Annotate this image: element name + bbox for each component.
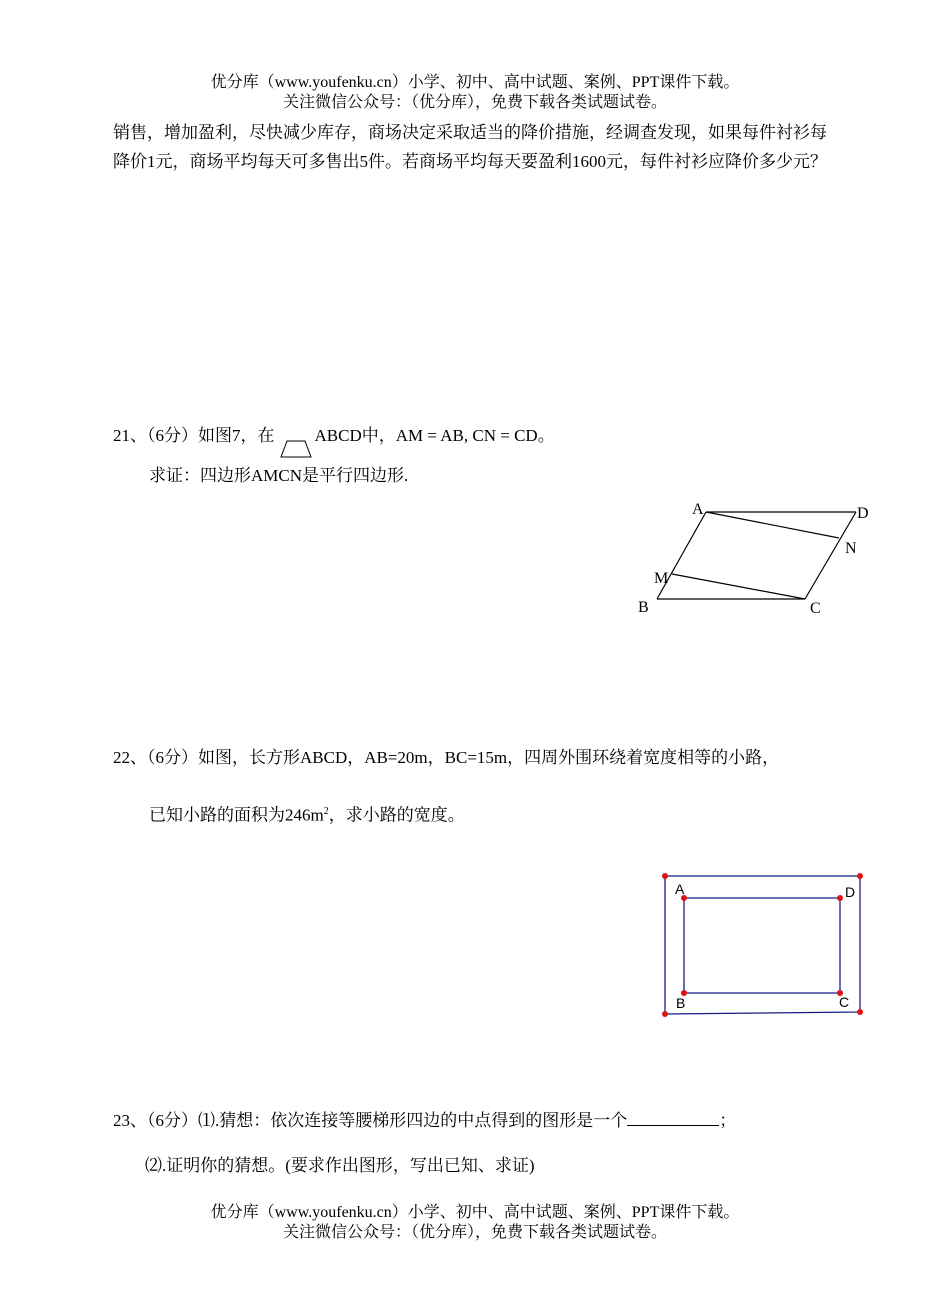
inner-rectangle-ABCD: [684, 898, 840, 993]
label-A: A: [692, 501, 704, 518]
answer-blank[interactable]: [627, 1108, 719, 1126]
q21-post: ABCD中，AM = AB, CN = CD。: [314, 426, 555, 445]
label-C: C: [810, 600, 821, 617]
label-B: B: [638, 599, 649, 616]
label-C: C: [839, 994, 850, 1010]
q22-given-pre: 已知小路的面积为246m: [149, 805, 324, 825]
q22-text: 如图，长方形ABCD，AB=20m，BC=15m，四周外围环绕着宽度相等的小路，: [198, 748, 780, 767]
q22-given-post: ，求小路的宽度。: [328, 805, 465, 825]
q21-pre: 如图7，在: [198, 426, 275, 445]
q21-score: （6分）: [147, 426, 198, 445]
q21-number: 21、: [113, 426, 147, 445]
q23-score: （6分）: [147, 1111, 198, 1130]
q22-number: 22、: [113, 748, 147, 767]
q20-continued-text: 销售，增加盈利，尽快减少库存，商场决定采取适当的降价措施，经调查发现，如果每件衬衫每降价1元，商场平均每天可多售出5件。若商场平均每天要盈利1600元，每件衬衫应降价多少元？: [113, 123, 827, 171]
q23-statement: [113, 1108, 736, 1132]
label-N: N: [845, 540, 857, 557]
q22-rectangle-figure: [655, 868, 870, 1023]
outer-point: [662, 873, 668, 879]
outer-point: [857, 1009, 863, 1015]
q22-statement: [113, 747, 779, 769]
label-A: A: [675, 881, 685, 897]
q22-given: [149, 801, 465, 827]
label-D: D: [845, 884, 856, 900]
outer-point: [857, 873, 863, 879]
segment-MC: [672, 574, 805, 599]
header-line-1: 优分库（www.youfenku.cn）小学、初中、高中试题、案例、PPT课件下载。: [210, 74, 740, 91]
label-B: B: [676, 995, 686, 1011]
point-D: [837, 895, 843, 901]
q23-part1: ⑴.猜想：依次连接等腰梯形四边的中点得到的图形是一个: [198, 1111, 628, 1130]
q22-given-sup: 2: [323, 806, 329, 817]
footer-line-1: 优分库（www.youfenku.cn）小学、初中、高中试题、案例、PPT课件下载。: [210, 1204, 740, 1221]
q22-score: （6分）: [147, 748, 198, 767]
q21-prove: 求证：四边形AMCN是平行四边形.: [149, 466, 409, 485]
q21-parallelogram-figure: [630, 495, 880, 620]
q23-part2: ⑵.证明你的猜想。(要求作出图形，写出已知、求证): [145, 1156, 535, 1175]
q23-number: 23、: [113, 1111, 147, 1130]
segment-AN: [706, 512, 839, 538]
q21-statement: [113, 419, 555, 447]
outer-point: [662, 1011, 668, 1017]
label-M: M: [654, 570, 669, 587]
parallelogram-symbol-icon: [275, 419, 315, 441]
footer-line-2: 关注微信公众号：（优分库），免费下载各类试题试卷。: [282, 1224, 667, 1241]
q23-part1-end: ；: [719, 1111, 737, 1130]
label-D: D: [857, 505, 869, 522]
header-line-2: 关注微信公众号：（优分库），免费下载各类试题试卷。: [282, 94, 667, 111]
